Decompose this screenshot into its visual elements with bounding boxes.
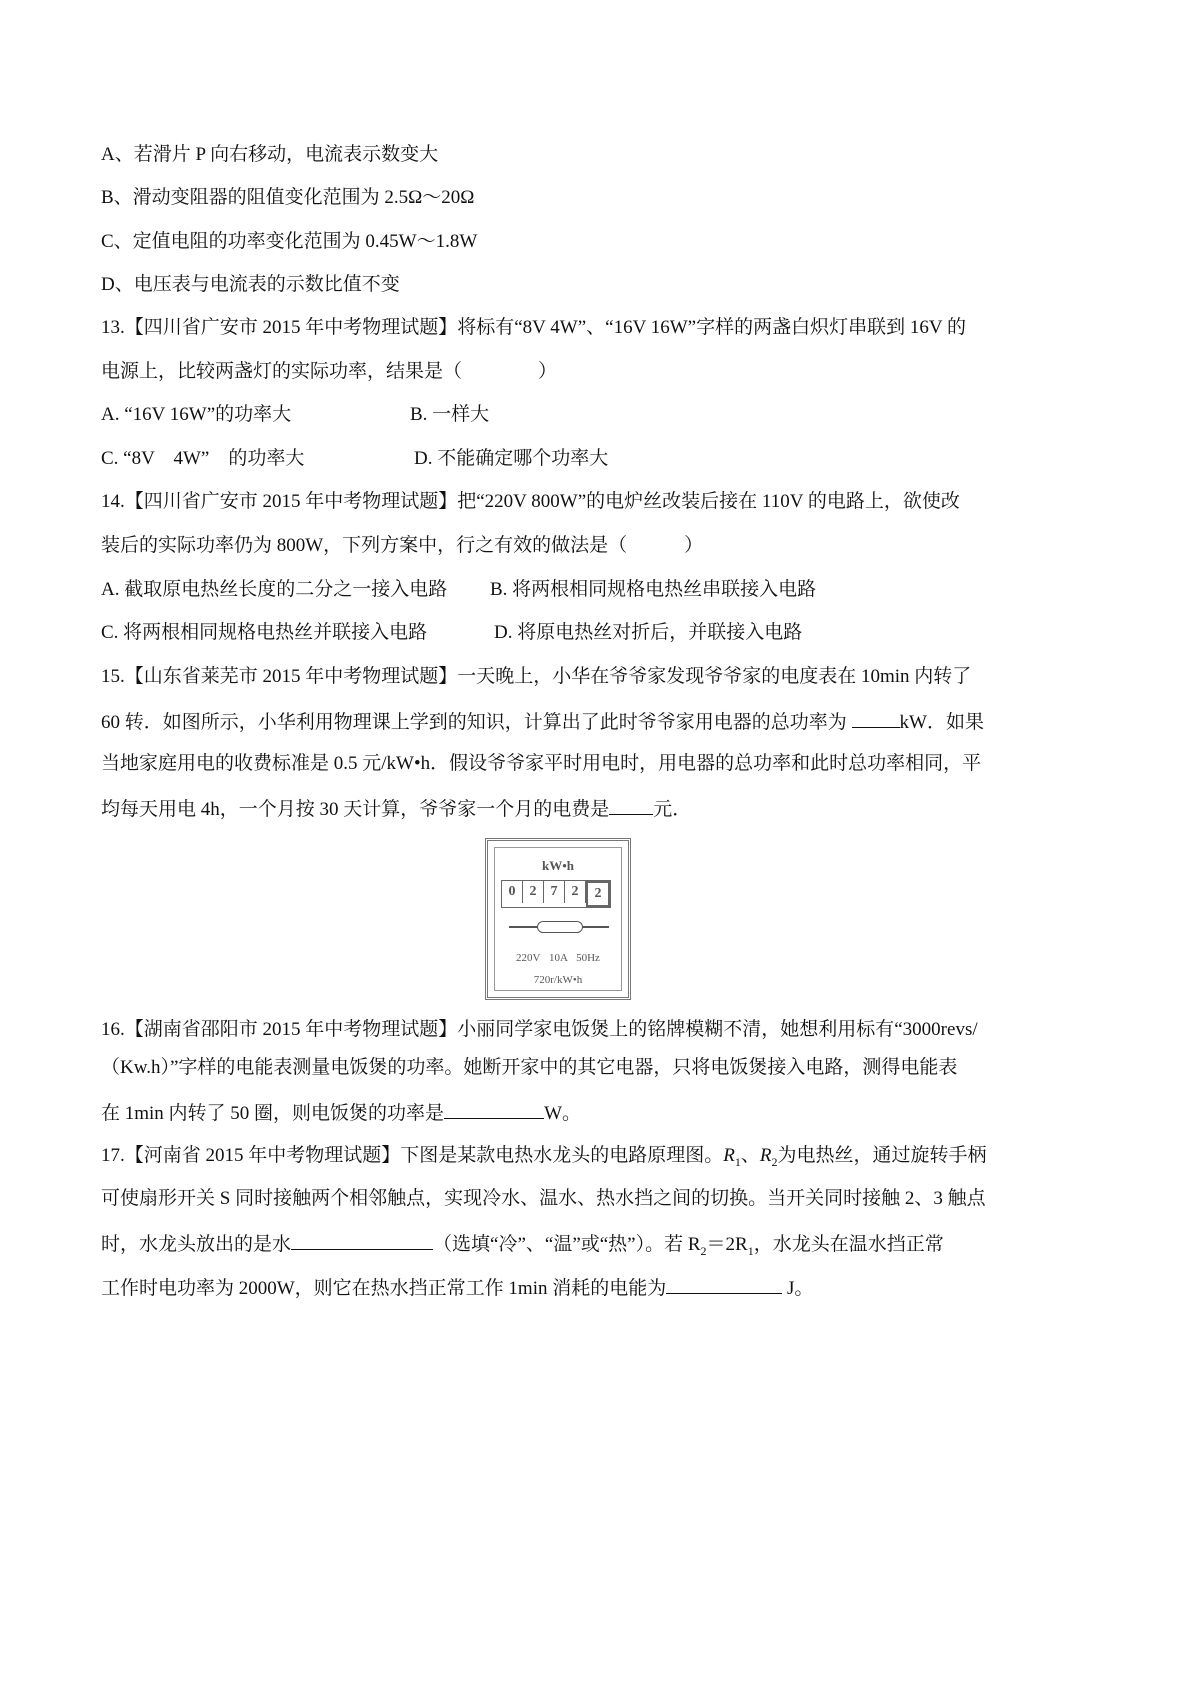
q15-text: 均每天用电 4h，一个月按 30 天计算，爷爷家一个月的电费是 (101, 799, 610, 820)
q15-stem-2 (101, 709, 984, 735)
var-r: R (723, 1145, 735, 1166)
q12-option-a: A、若滑片 P 向右移动，电流表示数变大 (101, 144, 439, 165)
meter-unit: kW•h (541, 858, 574, 873)
q16-text: 在 1min 内转了 50 圈，则电饭煲的功率是 (101, 1103, 445, 1124)
q17-text: 为电热丝，通过旋转手柄 (777, 1145, 987, 1166)
q17-text: 17.【河南省 2015 年中考物理试题】下图是某款电热水龙头的电路原理图。 (101, 1145, 724, 1166)
q14-option-a: A. 截取原电热丝长度的二分之一接入电路 (101, 579, 448, 600)
answer-blank (444, 1100, 544, 1119)
q14-option-c: C. 将两根相同规格电热丝并联接入电路 (101, 622, 428, 643)
q13-stem: 13.【四川省广安市 2015 年中考物理试题】将标有“8V 4W”、“16V 16W”字样的两盏白炽灯串联到 16V 的 (101, 317, 966, 338)
q14-stem-2: 装后的实际功率仍为 800W，下列方案中，行之有效的做法是（ ） (101, 535, 704, 556)
q13-stem-2: 电源上，比较两盏灯的实际功率，结果是（ ） (101, 361, 558, 382)
q15-text: kW．如果 (899, 712, 984, 733)
q13-option-d: D. 不能确定哪个功率大 (414, 448, 609, 469)
q14-option-b: B. 将两根相同规格电热丝串联接入电路 (490, 579, 817, 600)
q12-option-b: B、滑动变阻器的阻值变化范围为 2.5Ω～20Ω (101, 187, 475, 208)
q16-stem-3 (101, 1100, 581, 1126)
q12-option-c: C、定值电阻的功率变化范围为 0.45W～1.8W (101, 231, 478, 252)
answer-blank (666, 1275, 782, 1294)
q15-stem-4 (101, 796, 691, 822)
q13-option-b: B. 一样大 (410, 404, 490, 425)
q16-stem: 16.【湖南省邵阳市 2015 年中考物理试题】小丽同学家电饭煲上的铭牌模糊不清，她想利用标有“3000revs/ (101, 1019, 978, 1040)
answer-blank (609, 796, 653, 815)
q17-text: 工作时电功率为 2000W，则它在热水挡正常工作 1min 消耗的电能为 (101, 1278, 667, 1299)
q16-text: W。 (544, 1103, 581, 1124)
q17-text: 、 (740, 1145, 760, 1166)
q12-option-d: D、电压表与电流表的示数比值不变 (101, 274, 400, 295)
q15-stem: 15.【山东省莱芜市 2015 年中考物理试题】一天晚上，小华在爷爷家发现爷爷家的电度表在 10min 内转了 (101, 666, 972, 687)
meter-spec: 220V 10A 50Hz (516, 952, 600, 964)
q17-text: ＝2R (706, 1234, 748, 1255)
meter-digit: 2 (523, 881, 544, 903)
q17-stem-2: 可使扇形开关 S 同时接触两个相邻触点，实现冷水、温水、热水挡之间的切换。当开关同时接触 2、3 触点 (101, 1188, 986, 1209)
q17-text: 时，水龙头放出的是水 (101, 1234, 292, 1255)
sub: 2 (700, 1243, 707, 1258)
q17-text: J。 (782, 1278, 814, 1299)
meter-disc-icon (509, 926, 609, 928)
q15-stem-3: 当地家庭用电的收费标准是 0.5 元/kW•h．假设爷爷家平时用电时，用电器的总功率和此时总功率相同，平 (101, 753, 982, 774)
q17-stem-3 (101, 1231, 944, 1263)
q13-option-c: C. “8V 4W” 的功率大 (101, 448, 305, 469)
meter-digit: 2 (586, 881, 610, 907)
q17-stem (101, 1144, 987, 1174)
q15-text: 元． (653, 799, 692, 820)
q17-text: （选填“冷”、“温”或“热”）。若 R (433, 1234, 701, 1255)
electric-meter-figure (485, 838, 631, 1000)
q14-option-d: D. 将原电热丝对折后，并联接入电路 (494, 622, 803, 643)
sub: 1 (734, 1154, 741, 1169)
meter-digit: 2 (565, 881, 586, 903)
answer-blank (852, 709, 900, 728)
sub: 2 (771, 1154, 778, 1169)
q14-stem: 14.【四川省广安市 2015 年中考物理试题】把“220V 800W”的电炉丝改装后接在 110V 的电路上，欲使改 (101, 491, 960, 512)
meter-rate: 720r/kW•h (533, 974, 583, 986)
q15-text: 60 转．如图所示，小华利用物理课上学到的知识，计算出了此时爷爷家用电器的总功率为 (101, 712, 852, 733)
q17-stem-4 (101, 1275, 813, 1301)
var-r: R (759, 1145, 772, 1166)
q17-text: ，水龙头在温水挡正常 (753, 1234, 944, 1255)
sub: 1 (747, 1243, 754, 1258)
q16-stem-2: （Kw.h）”字样的电能表测量电饭煲的功率。她断开家中的其它电器，只将电饭煲接入电路，测得电能表 (101, 1057, 958, 1078)
meter-digit: 7 (544, 881, 565, 903)
meter-digits (501, 880, 611, 908)
q13-option-a: A. “16V 16W”的功率大 (101, 404, 292, 425)
answer-blank (291, 1231, 433, 1250)
meter-digit: 0 (502, 881, 523, 903)
